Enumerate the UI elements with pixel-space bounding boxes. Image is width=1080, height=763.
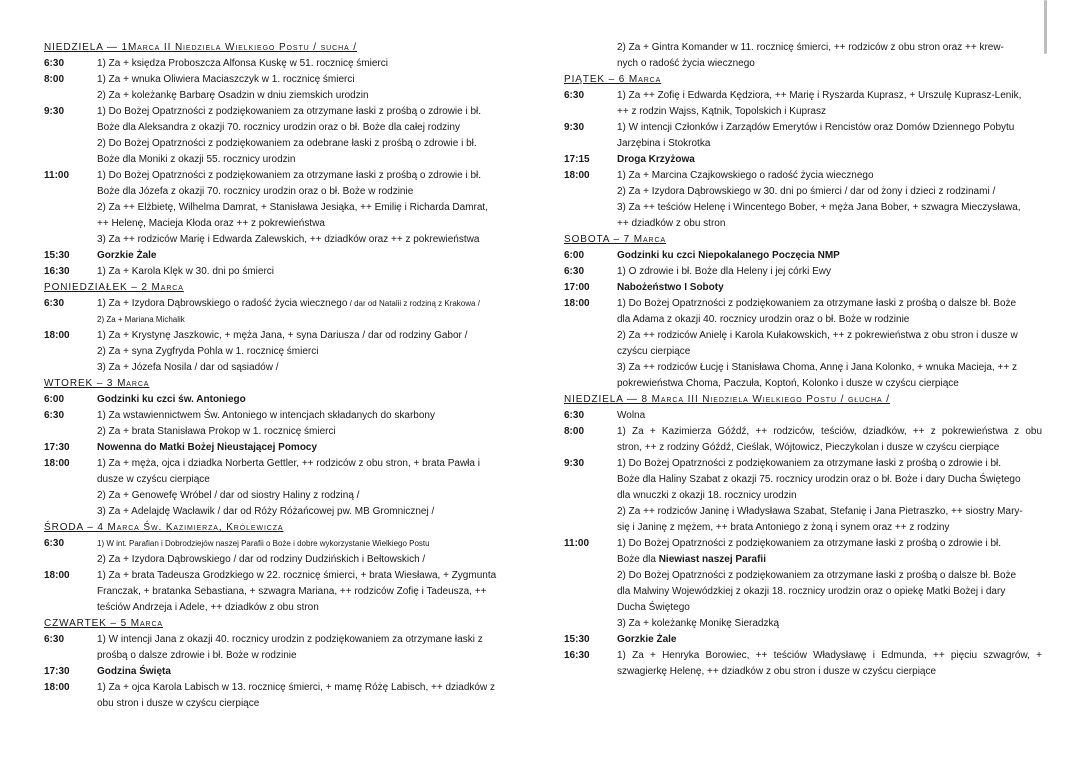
intention-line: 3) Za ++ teściów Helenę i Wincentego Bober, + męża Jana Bober, + szwagra Mieczysława, [617, 202, 1021, 213]
left-column [44, 40, 514, 712]
day-heading: NIEDZIELA — 1Marca II Niedziela Wielkiego Postu / sucha / [44, 42, 357, 53]
intention-list [97, 568, 514, 616]
mass-time: 6:30 [564, 266, 585, 277]
intention-line: 1) Za + Krystynę Jaszkowic, + męża Jana, + syna Dariusza / dar od rodziny Gabor / [97, 330, 468, 341]
mass-time: 17:30 [44, 442, 70, 453]
intention-line: się i Janinę z mężem, ++ brata Antoniego z żoną i synem oraz ++ z rodziny [617, 522, 950, 533]
intention-list [97, 328, 514, 376]
mass-entry [564, 120, 1042, 152]
intention-list [617, 280, 1042, 296]
mass-entry [44, 264, 514, 280]
intention-line: 1) Za + wnuka Oliwiera Maciaszczyk w 1. rocznicę śmierci [97, 74, 355, 85]
intention-line: 1) Do Bożej Opatrzności z podziękowaniem za otrzymane łaski z prośbą o dalsze bł. Boże [617, 298, 1017, 309]
intention-line: 2) Za + brata Stanisława Prokop w 1. rocznicę śmierci [97, 426, 336, 437]
mass-time: 6:00 [44, 394, 65, 405]
intention-line: 1) O zdrowie i bł. Boże dla Heleny i jej córki Ewy [617, 266, 831, 277]
mass-entry [564, 536, 1042, 632]
mass-entry [44, 104, 514, 168]
mass-time: 6:30 [44, 298, 65, 309]
intention-line: 2) Za ++ rodziców Janinę i Władysława Szabat, Stefanię i Jana Pietraszko, ++ siostry Mary- [617, 506, 1023, 517]
mass-time: 6:30 [44, 410, 65, 421]
intention-line: 1) Za + Karola Klęk w 30. dni po śmierci [97, 266, 275, 277]
intention-line: 1) Do Bożej Opatrzności z podziękowaniem za otrzymane łaski z prośbą o zdrowie i bł. [97, 170, 482, 181]
intention-line: 1) Za + Henryka Borowiec, ++ teściów Władysławę i Edmunda, ++ pięciu szwagrów, + [617, 650, 1042, 661]
intention-list [617, 120, 1042, 152]
intention-line [617, 552, 1042, 568]
intention-line: Franczak, + bratanka Sebastiana, + szwagra Mariana, ++ rodziców Zofię i Tadeusza, ++ [97, 586, 487, 597]
right-column [564, 40, 1042, 680]
intention-line: 2) Za + koleżankę Barbarę Osadzin w dniu ziemskich urodzin [97, 90, 369, 101]
intention-line: ++ Helenę, Macieja Kłoda oraz ++ z pokrewieństwa [97, 218, 325, 229]
intention-list [617, 536, 1042, 632]
intention-line: 1) Do Bożej Opatrzności z podziękowaniem za otrzymane łaski z prośbą o zdrowie i bł. [617, 458, 1002, 469]
intention-line: 2) Za ++ rodziców Anielę i Karola Kułakowskich, ++ z pokrewieństwa z obu stron i dusze w [617, 330, 1018, 341]
mass-entry [44, 568, 514, 616]
mass-entry [564, 632, 1042, 648]
intention-line: dusze w czyścu cierpiące [97, 474, 210, 485]
intention-line: 3) Za + Józefa Nosila / dar od sąsiadów / [97, 362, 279, 373]
day-heading: NIEDZIELA — 8 Marca III Niedziela Wielkiego Postu / głucha / [564, 394, 890, 405]
intention-line: ++ dziadków z obu stron [617, 218, 726, 229]
intention-line: 2) Za + Izydora Dąbrowskiego / dar od rodziny Dudzińskich i Bełtowskich / [97, 554, 426, 565]
intention-line: 1) Do Bożej Opatrzności z podziękowaniem za otrzymane łaski z prośbą o zdrowie i bł. [617, 538, 1002, 549]
intention-line: czyścu cierpiące [617, 346, 691, 357]
intention-list [97, 408, 514, 440]
intention-list [97, 664, 514, 680]
intention-line: 1) W intencji Członków i Zarządów Emerytów i Rencistów oraz Domów Dziennego Pobytu [617, 122, 1015, 133]
intention-list [97, 168, 514, 248]
intention-line: 1) Za wstawiennictwem Św. Antoniego w intencjach składanych do skarbony [97, 410, 435, 421]
mass-time: 18:00 [44, 458, 70, 469]
intention-line: 1) Za + brata Tadeusza Grodzkiego w 22. rocznicę śmierci, + brata Wiesława, + Zygmunta [97, 570, 497, 581]
mass-time: 9:30 [564, 122, 585, 133]
service-name: Droga Krzyżowa [617, 154, 695, 165]
intention-list [617, 424, 1042, 456]
intention-line: dla wnuczki z okazji 18. rocznicy urodzin [617, 490, 797, 501]
mass-entry [564, 264, 1042, 280]
service-name: Godzinki ku czci św. Antoniego [97, 394, 246, 405]
mass-entry [44, 168, 514, 248]
intention-list [97, 296, 514, 328]
mass-entry [564, 152, 1042, 168]
mass-time: 8:00 [564, 426, 585, 437]
mass-entry [44, 248, 514, 264]
intention-line: prośbą o dalsze zdrowie i bł. Boże w rodzinie [97, 650, 297, 661]
mass-entry [564, 408, 1042, 424]
mass-time: 17:15 [564, 154, 590, 165]
mass-time [564, 40, 617, 72]
intention-line: 3) Za + koleżankę Monikę Sieradzką [617, 618, 780, 629]
scrollbar-thumb[interactable] [1044, 0, 1047, 54]
intention-list [97, 440, 514, 456]
service-name: Nowenna do Matki Bożej Nieustającej Pomocy [97, 442, 318, 453]
intention-line: 3) Za ++ rodziców Łucję i Stanisława Choma, Annę i Jana Kolonko, + wnuka Macieja, ++ z [617, 362, 1017, 373]
intention-list [97, 72, 514, 104]
day-heading: SOBOTA – 7 Marca [564, 234, 667, 245]
mass-entry [564, 40, 1042, 72]
intention-list [97, 536, 514, 568]
mass-time: 9:30 [44, 106, 65, 117]
mass-time: 6:30 [44, 58, 65, 69]
mass-time: 11:00 [564, 538, 590, 549]
donor-note: / dar od Natalii z rodziną z Krakowa / [347, 299, 480, 308]
intention-line: 1) Za + Kazimierza Góźdź, ++ rodziców, teściów, dziadków, ++ z pokrewieństwa z obu [617, 426, 1042, 437]
mass-time: 6:30 [44, 634, 65, 645]
intention-line: 1) Za + ojca Karola Labisch w 13. rocznicę śmierci, + mamę Różę Labisch, ++ dziadków z [97, 682, 495, 693]
mass-time: 15:30 [564, 634, 590, 645]
mass-time: 18:00 [44, 570, 70, 581]
intention-list [617, 648, 1042, 680]
intention-line: 1) Za ++ Zofię i Edwarda Kędziora, ++ Marię i Ryszarda Kuprasz, + Urszulę Kuprasz-Lenik, [617, 90, 1022, 101]
intention-line: 1) Za + Marcina Czajkowskiego o radość życia wiecznego [617, 170, 874, 181]
intention-line: dla Adama z okazji 40. rocznicy urodzin oraz o bł. Boże w rodzinie [617, 314, 910, 325]
mass-time: 17:00 [564, 282, 590, 293]
mass-time: 16:30 [564, 650, 590, 661]
intention-line: 2) Za + Izydora Dąbrowskiego w 30. dni po śmierci / dar od żony i dzieci z rodzinami / [617, 186, 996, 197]
day-heading: PONIEDZIAŁEK – 2 Marca [44, 282, 184, 293]
intention-line: 2) Za ++ Elżbietę, Wilhelma Damrat, + Stanisława Jesiąka, ++ Emilię i Richarda Damrat, [97, 202, 488, 213]
mass-time: 18:00 [44, 682, 70, 693]
intention-line: 3) Za + Adelajdę Wacławik / dar od Róży Różańcowej pw. MB Gromnicznej / [97, 506, 435, 517]
intention-line: 1) Do Bożej Opatrzności z podziękowaniem za otrzymane łaski z prośbą o zdrowie i bł. [97, 106, 482, 117]
day-heading: WTOREK – 3 Marca [44, 378, 150, 389]
mass-entry [44, 408, 514, 440]
mass-entry [564, 248, 1042, 264]
intention-line: 2) Do Bożej Opatrzności z podziękowaniem za otrzymane łaski z prośbą o dalsze bł. Boże [617, 570, 1017, 581]
mass-time: 8:00 [44, 74, 65, 85]
intention-line: 2) Za + Genowefę Wróbel / dar od siostry Haliny z rodziną / [97, 490, 360, 501]
highlighted-text: Niewiast naszej Parafii [658, 554, 766, 565]
mass-entry [44, 536, 514, 568]
intention-list [617, 152, 1042, 168]
intention-list [97, 264, 514, 280]
mass-entry [564, 456, 1042, 536]
mass-time: 18:00 [564, 298, 590, 309]
mass-time: 9:30 [564, 458, 585, 469]
intention-line: 2) Za + Gintra Komander w 11. rocznicę śmierci, ++ rodziców z obu stron oraz ++ krew- [617, 42, 1004, 53]
intention-line: 2) Za + Mariana Michalik [97, 315, 185, 324]
mass-entry [44, 664, 514, 680]
intention-list [617, 632, 1042, 648]
service-name: Nabożeństwo I Soboty [617, 282, 724, 293]
mass-time: 18:00 [564, 170, 590, 181]
mass-entry [564, 424, 1042, 456]
intention-list [97, 680, 514, 712]
mass-time: 6:30 [44, 538, 65, 549]
mass-entry [564, 296, 1042, 392]
mass-time: 18:00 [44, 330, 70, 341]
intention-line: 2) Za + syna Zygfryda Pohla w 1. rocznicę śmierci [97, 346, 319, 357]
intention-list [617, 168, 1042, 232]
mass-entry [44, 680, 514, 712]
mass-time: 6:30 [564, 410, 585, 421]
intention-line: Jarzębina i Stokrotka [617, 138, 711, 149]
intention-line: nych o radość życia wiecznego [617, 58, 755, 69]
intention-line [97, 296, 514, 312]
mass-entry [44, 328, 514, 376]
intention-line: 2) Do Bożej Opatrzności z podziękowaniem za odebrane łaski z prośbą o zdrowie i bł. [97, 138, 477, 149]
intention-list [617, 88, 1042, 120]
intention-list [617, 40, 1042, 72]
mass-entry [44, 56, 514, 72]
intention-line: 1) Za + księdza Proboszcza Alfonsa Kuskę w 51. rocznicę śmierci [97, 58, 388, 69]
mass-entry [44, 456, 514, 520]
mass-entry [564, 168, 1042, 232]
intention-list [97, 456, 514, 520]
intention-text: 1) Za + Izydora Dąbrowskiego o radość życia wiecznego [97, 298, 348, 309]
mass-entry [44, 440, 514, 456]
intention-line: Wolna [617, 410, 646, 421]
intention-list [617, 408, 1042, 424]
intention-line: 1) W intencji Jana z okazji 40. rocznicy urodzin z podziękowaniem za otrzymane łaski z [97, 634, 483, 645]
intention-line: 3) Za ++ rodziców Marię i Edwarda Zalewskich, ++ dziadków oraz ++ z pokrewieństwa [97, 234, 480, 245]
service-name: Gorzkie Żale [617, 634, 677, 645]
intention-line: 1) Za + męża, ojca i dziadka Norberta Gettler, ++ rodziców z obu stron, + brata Pawła i [97, 458, 480, 469]
intention-list [617, 248, 1042, 264]
mass-time: 17:30 [44, 666, 70, 677]
intention-text: Boże dla [617, 554, 659, 565]
intention-list [97, 392, 514, 408]
mass-time: 6:00 [564, 250, 585, 261]
mass-time: 6:30 [564, 90, 585, 101]
intention-list [97, 632, 514, 664]
mass-entry [44, 392, 514, 408]
intention-list [97, 104, 514, 168]
intention-line: stron, ++ z rodziny Góźdź, Cieślak, Wójtowicz, Pieczykolan i dusze w czyścu cierpiące [617, 442, 1000, 453]
intention-line: Boże dla Haliny Szabat z okazji 75. rocznicy urodzin oraz o bł. Boże i dary Ducha Świętego [617, 474, 1021, 485]
intention-line: dla Malwiny Wojewódzkiej z okazji 18. rocznicy urodzin oraz o opiekę Matki Bożej i dary [617, 586, 1006, 597]
intention-list [97, 56, 514, 72]
intention-line: Boże dla Józefa z okazji 70. rocznicy urodzin oraz o bł. Boże w rodzinie [97, 186, 414, 197]
mass-entry [44, 632, 514, 664]
intention-line: pokrewieństwa Choma, Paczuła, Koptoń, Kolonko i dusze w czyścu cierpiące [617, 378, 959, 389]
mass-entry [564, 648, 1042, 680]
intention-list [97, 248, 514, 264]
intention-list [617, 456, 1042, 536]
intention-line: Ducha Świętego [617, 602, 690, 613]
mass-time: 15:30 [44, 250, 70, 261]
intention-list [617, 296, 1042, 392]
service-name: Godzina Święta [97, 666, 171, 677]
mass-time: 16:30 [44, 266, 70, 277]
intention-line: teściów Andrzeja i Adele, ++ dziadków z obu stron [97, 602, 319, 613]
service-name: Gorzkie Żale [97, 250, 157, 261]
mass-entry [44, 72, 514, 104]
intention-line: szwagierkę Helenę, ++ dziadków z obu stron i dusze w czyścu cierpiące [617, 666, 937, 677]
intention-line: ++ z rodzin Wajss, Kątnik, Topolskich i Kuprasz [617, 106, 826, 117]
intention-line: 1) W int. Parafian i Dobrodziejów naszej Parafii o Boże i dobre wykorzystanie Wielkiego Postu [97, 539, 430, 548]
day-heading: PIĄTEK – 6 Marca [564, 74, 662, 85]
intention-line: Boże dla Moniki z okazji 55. rocznicy urodzin [97, 154, 296, 165]
intention-list [617, 264, 1042, 280]
intention-line: Boże dla Aleksandra z okazji 70. rocznicy urodzin oraz o bł. Boże dla całej rodziny [97, 122, 460, 133]
mass-entry [44, 296, 514, 328]
mass-time: 11:00 [44, 170, 70, 181]
mass-entry [564, 88, 1042, 120]
intention-line: obu stron i dusze w czyścu cierpiące [97, 698, 260, 709]
service-name: Godzinki ku czci Niepokalanego Poczęcia NMP [617, 250, 840, 261]
day-heading: ŚRODA – 4 Marca Św. Kazimierza, Królewicza [44, 522, 284, 533]
mass-entry [564, 280, 1042, 296]
day-heading: CZWARTEK – 5 Marca [44, 618, 163, 629]
